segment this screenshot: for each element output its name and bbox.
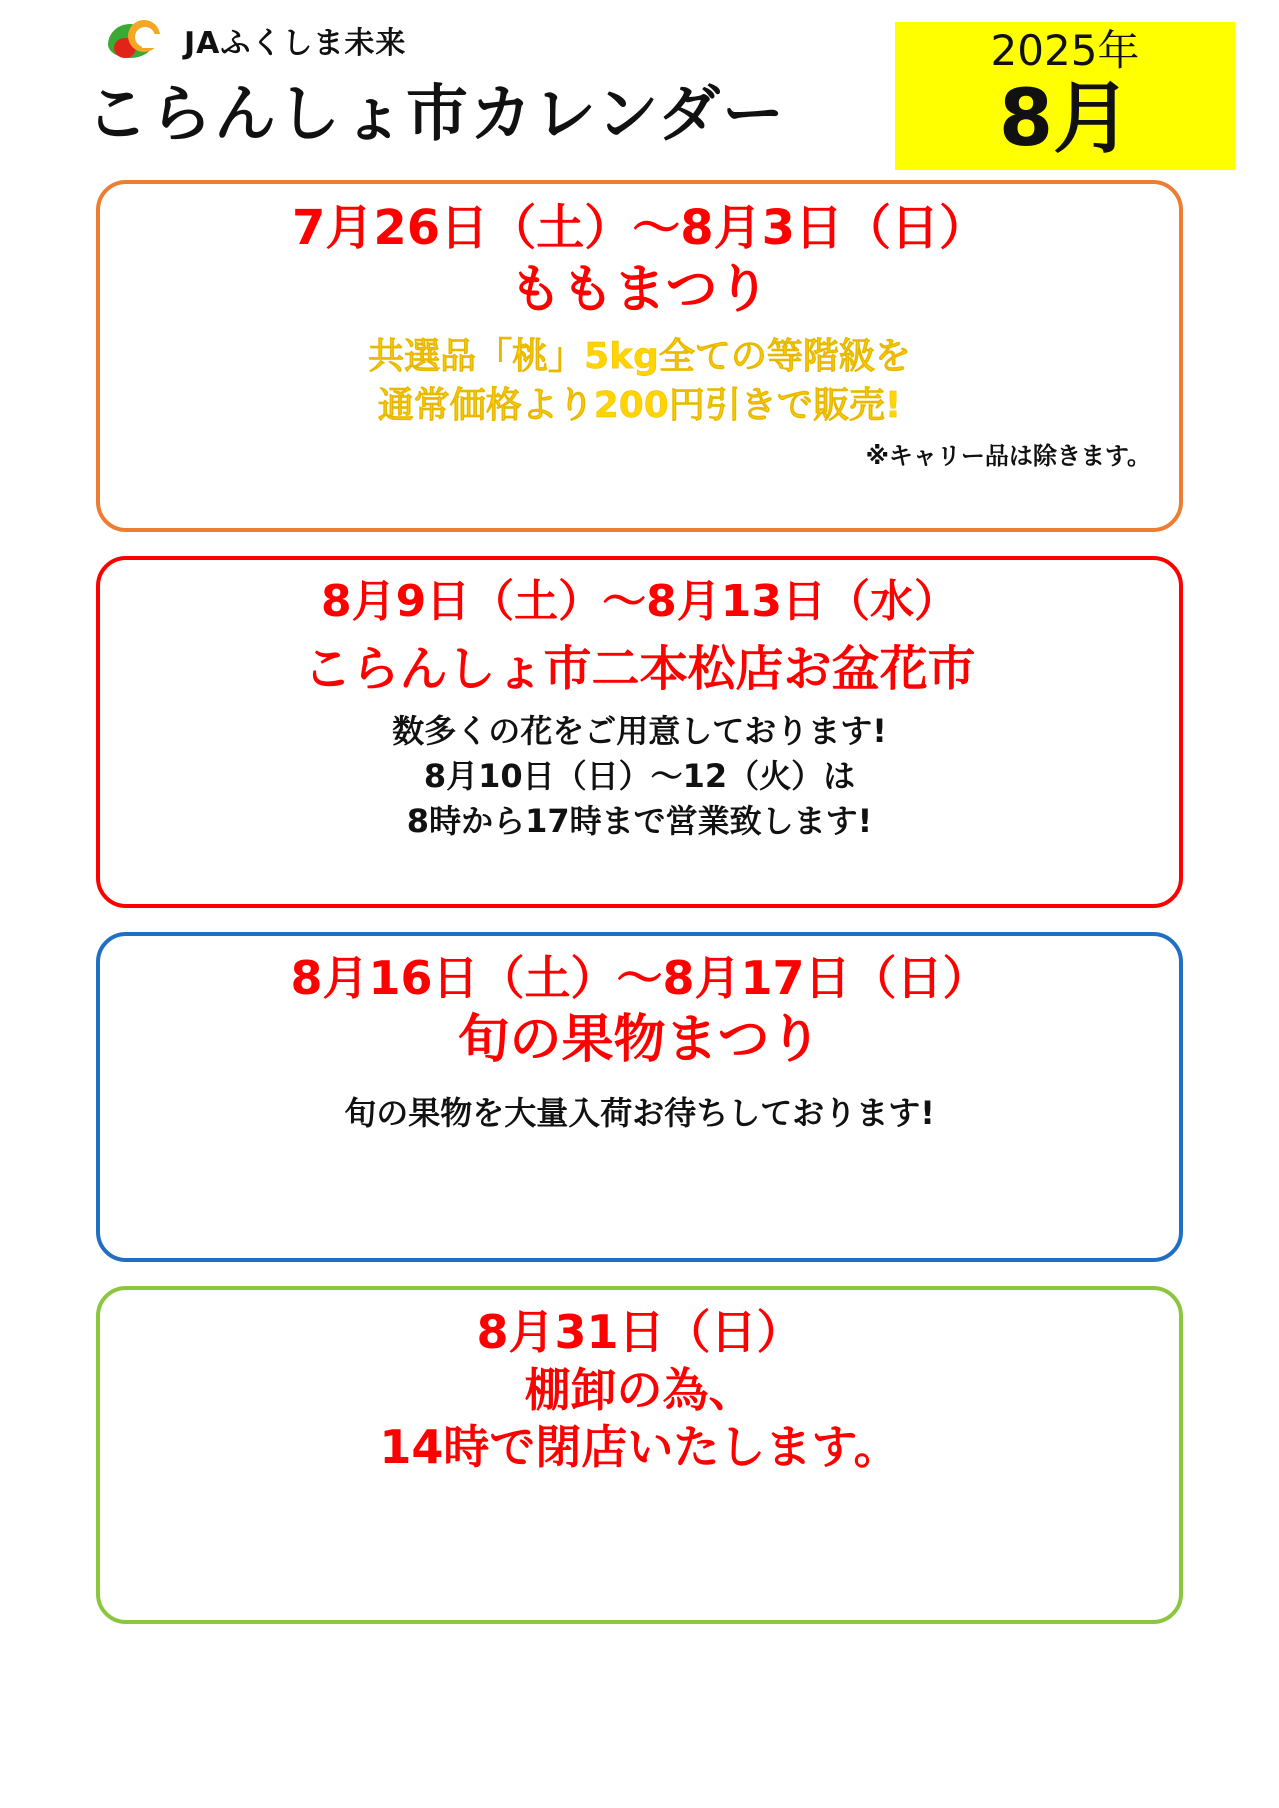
event-title: 旬の果物まつり	[457, 1009, 822, 1070]
event-card-momo-matsuri	[96, 180, 1183, 532]
event-subtext-line-3: 8時から17時まで営業致します!	[406, 801, 873, 840]
event-title: こらんしょ市二本松店お盆花市	[303, 641, 976, 697]
event-note: ※キャリー品は除きます。	[865, 442, 1151, 471]
event-date: 7月26日（土）〜8月3日（日）	[292, 200, 987, 256]
event-title-line-2: 14時で閉店いたします。	[379, 1420, 900, 1474]
event-subtext-line-2: 通常価格より200円引きで販売!	[377, 384, 902, 426]
event-card-shun-no-kudamono	[96, 932, 1183, 1262]
event-title-line-1: 棚卸の為、	[524, 1362, 755, 1417]
month-badge	[895, 22, 1235, 170]
event-title: ももまつり	[509, 260, 770, 320]
event-date: 8月16日（土）〜8月17日（日）	[290, 951, 989, 1005]
event-card-list	[0, 180, 1279, 1624]
ja-logo-icon	[108, 18, 170, 62]
event-card-tanaoroshi	[96, 1286, 1183, 1624]
event-subtext-line-2: 8月10日（日）〜12（火）は	[423, 756, 856, 795]
page-header	[0, 0, 1279, 180]
month-label: 8月	[998, 74, 1132, 164]
event-subtext-line-1: 旬の果物を大量入荷お待ちしております!	[344, 1093, 935, 1132]
brand-name: JAふくしま未来	[184, 26, 407, 61]
event-card-obon-hanaichi	[96, 556, 1183, 908]
event-date: 8月31日（日）	[476, 1305, 803, 1359]
event-subtext-line-1: 共選品「桃」5kg全ての等階級を	[368, 336, 911, 377]
year-label: 2025年	[990, 26, 1140, 75]
event-date: 8月9日（土）〜8月13日（水）	[320, 576, 959, 627]
event-subtext-line-1: 数多くの花をご用意しております!	[392, 712, 887, 750]
page-title: こらんしょ市カレンダー	[86, 77, 786, 150]
